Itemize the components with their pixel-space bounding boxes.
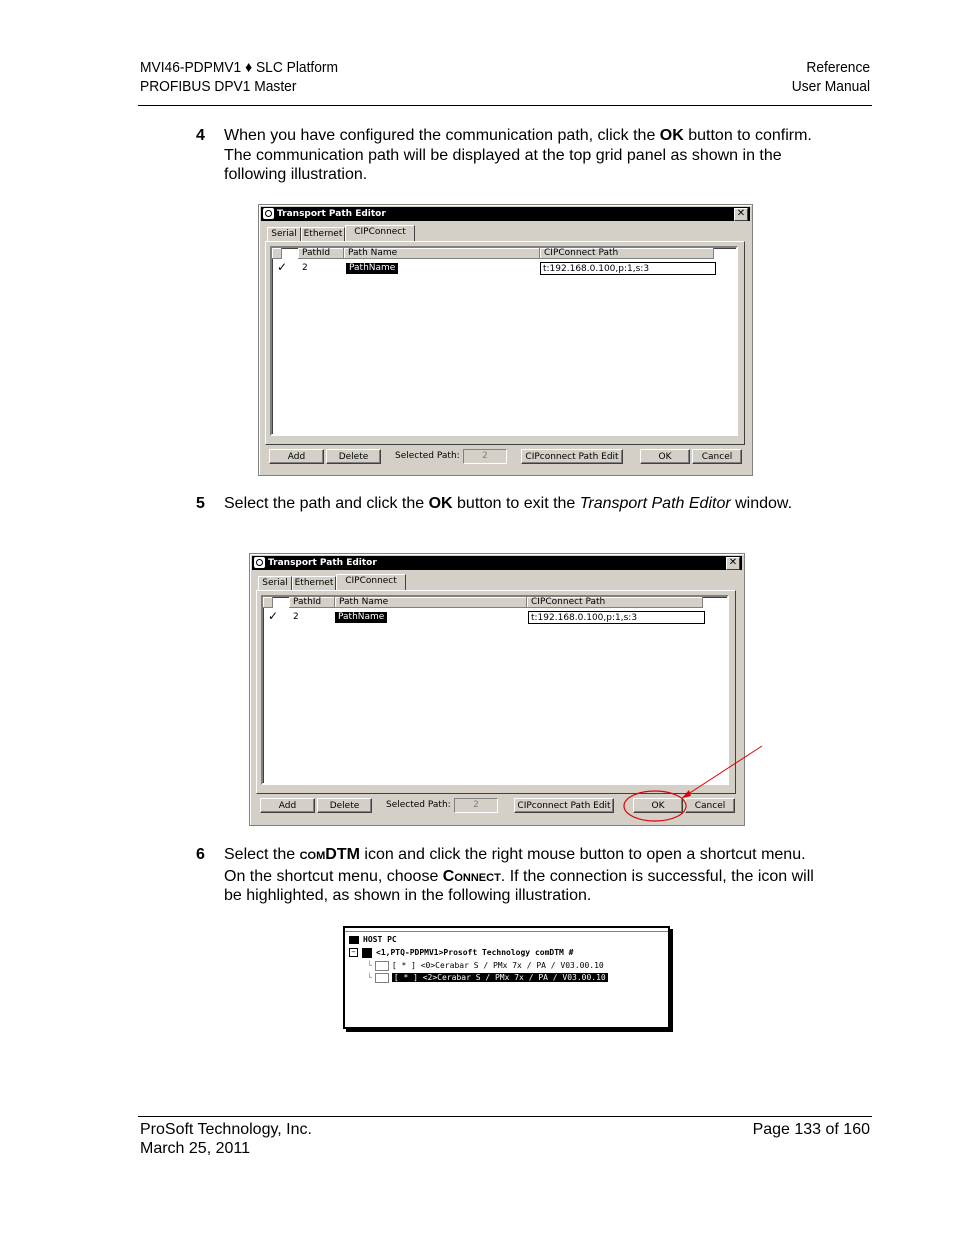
footer-page-number: Page 133 of 160 (752, 1121, 870, 1138)
header-section: Reference (806, 59, 870, 76)
column-header-pathid[interactable]: PathId (289, 597, 335, 608)
row-cip-path[interactable]: t:192.168.0.100,p:1,s:3 (540, 262, 716, 275)
row-path-id: 2 (293, 612, 299, 622)
computer-icon (349, 936, 359, 944)
footer-date: March 25, 2011 (140, 1140, 250, 1157)
column-header-pathid[interactable]: PathId (298, 248, 344, 259)
column-header-path-name[interactable]: Path Name (335, 597, 527, 608)
cipconnect-path-edit-button[interactable]: CIPconnect Path Edit (514, 798, 614, 813)
step-number: 6 (196, 846, 205, 863)
checkmark-icon: ✓ (268, 609, 279, 623)
cancel-button[interactable]: Cancel (692, 449, 742, 464)
selected-path-field: 2 (463, 449, 507, 464)
tab-ethernet[interactable]: Ethernet (292, 576, 336, 590)
add-button[interactable]: Add (269, 449, 324, 464)
tab-serial[interactable]: Serial (267, 227, 301, 241)
add-button[interactable]: Add (260, 798, 315, 813)
row-path-name[interactable]: PathName (346, 263, 398, 274)
column-header-cip-path[interactable]: CIPConnect Path (540, 248, 714, 259)
row-path-name[interactable]: PathName (335, 612, 387, 623)
row-path-id: 2 (302, 263, 308, 273)
tab-ethernet[interactable]: Ethernet (301, 227, 345, 241)
tab-serial[interactable]: Serial (258, 576, 292, 590)
checkmark-icon: ✓ (277, 260, 288, 274)
network-tree-view (343, 926, 670, 1029)
tab-cipconnect[interactable]: CIPConnect (336, 574, 406, 590)
device-icon (375, 973, 389, 983)
column-header-path-name[interactable]: Path Name (344, 248, 540, 259)
close-icon[interactable]: ✕ (726, 557, 740, 570)
device-icon (375, 961, 389, 971)
step-text: When you have configured the communication path, click the OK button to confirm. The communication path will be displayed at the top grid panel as shown in the following illustration. (224, 127, 812, 183)
highlight-pointer-line (682, 746, 762, 798)
tree-item-comdtm[interactable]: − <1,PTQ-PDPMV1>Prosoft Technology comDTM # (349, 947, 573, 958)
highlight-circle (624, 791, 686, 821)
selected-path-field: 2 (454, 798, 498, 813)
header-product: MVI46-PDPMV1 ♦ SLC Platform (140, 59, 339, 76)
close-icon[interactable]: ✕ (734, 208, 748, 221)
tree-item-device-0[interactable]: └ [ * ] <0>Cerabar S / PMx 7x / PA / V03.00.10 (367, 961, 604, 970)
column-header-cip-path[interactable]: CIPConnect Path (527, 597, 703, 608)
step-number: 4 (196, 127, 205, 144)
dialog-title: Transport Path Editor (268, 558, 377, 568)
delete-button[interactable]: Delete (326, 449, 381, 464)
highlight-arrowhead (682, 790, 691, 798)
ok-button[interactable]: OK (640, 449, 690, 464)
tree-root-host-pc[interactable]: HOST PC (349, 934, 397, 945)
cancel-button[interactable]: Cancel (685, 798, 735, 813)
cipconnect-path-edit-button[interactable]: CIPconnect Path Edit (521, 449, 623, 464)
delete-button[interactable]: Delete (317, 798, 372, 813)
step-text: Select the path and click the OK button to exit the Transport Path Editor window. (224, 495, 793, 512)
selected-path-label: Selected Path: (395, 451, 460, 461)
tree-item-device-2[interactable]: └ [ * ] <2>Cerabar S / PMx 7x / PA / V03.00.10 (367, 973, 606, 982)
row-cip-path[interactable]: t:192.168.0.100,p:1,s:3 (528, 611, 705, 624)
footer-rule (138, 1116, 872, 1117)
step-text: Select the COMDTM icon and click the right mouse button to open a shortcut menu. On the shortcut menu, choose Connect. If the connection is successful, the icon will be highlighted, as shown in the following illustration. (224, 846, 814, 904)
ok-button[interactable]: OK (633, 798, 683, 813)
collapse-icon[interactable]: − (349, 948, 358, 957)
selected-path-label: Selected Path: (386, 800, 451, 810)
header-doc-type: User Manual (791, 78, 870, 95)
dialog-title: Transport Path Editor (277, 209, 386, 219)
header-subtitle: PROFIBUS DPV1 Master (140, 78, 297, 95)
tab-cipconnect[interactable]: CIPConnect (345, 225, 415, 241)
comdtm-icon[interactable] (362, 948, 372, 958)
step-number: 5 (196, 495, 205, 512)
footer-company: ProSoft Technology, Inc. (140, 1121, 312, 1138)
